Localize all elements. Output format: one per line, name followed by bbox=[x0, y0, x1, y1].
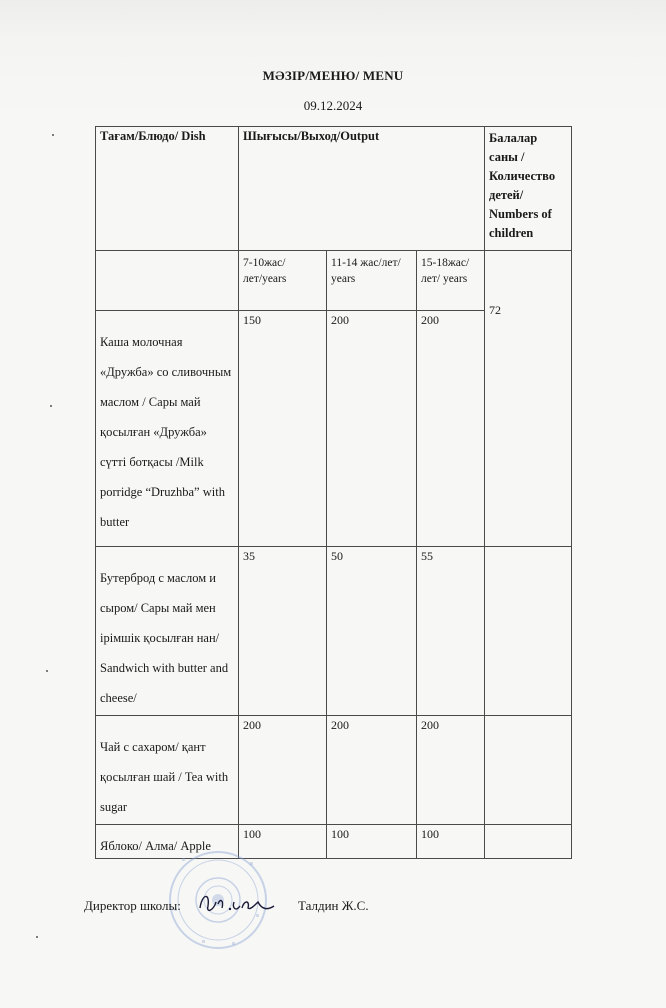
margin-mark bbox=[50, 405, 52, 407]
age-group-11-14: 11-14 жас/лет/ years bbox=[327, 251, 417, 311]
portion-value: 100 bbox=[239, 825, 327, 859]
header-output: Шығысы/Выход/Output bbox=[239, 127, 485, 251]
age-group-15-18: 15-18жас/лет/ years bbox=[417, 251, 485, 311]
dish-name: Чай с сахаром/ қант қосылған шай / Tea with sugar bbox=[96, 716, 239, 825]
portion-value: 200 bbox=[327, 311, 417, 547]
document-title: МӘЗІР/МЕНЮ/ MENU bbox=[262, 68, 404, 83]
margin-mark bbox=[46, 670, 48, 672]
table-row bbox=[96, 716, 572, 825]
document-date: 09.12.2024 bbox=[303, 98, 363, 113]
portion-value: 200 bbox=[417, 716, 485, 825]
age-group-spacer bbox=[96, 251, 239, 311]
director-name: Талдин Ж.С. bbox=[298, 898, 369, 913]
children-count: 72 bbox=[485, 251, 572, 547]
children-cell bbox=[485, 825, 572, 859]
margin-mark bbox=[52, 134, 54, 136]
portion-value: 55 bbox=[417, 547, 485, 716]
portion-value: 200 bbox=[239, 716, 327, 825]
portion-value: 100 bbox=[417, 825, 485, 859]
director-label: Директор школы: bbox=[84, 898, 181, 913]
portion-value: 35 bbox=[239, 547, 327, 716]
children-cell bbox=[485, 547, 572, 716]
header-dish: Тағам/Блюдо/ Dish bbox=[96, 127, 239, 251]
table-row bbox=[96, 547, 572, 716]
dish-name: Бутерброд с маслом и сыром/ Сары май мен ірімшік қосылған нан/ Sandwich with butter and cheese/ bbox=[96, 547, 239, 716]
portion-value: 100 bbox=[327, 825, 417, 859]
portion-value: 150 bbox=[239, 311, 327, 547]
age-group-row bbox=[96, 251, 572, 311]
age-group-7-10: 7-10жас/лет/years bbox=[239, 251, 327, 311]
margin-mark bbox=[36, 936, 38, 938]
dish-name: Каша молочная «Дружба» со сливочным маслом / Сары май қосылған «Дружба» сүтті ботқасы /Milk porridge “Druzhba” with butter bbox=[96, 311, 239, 547]
portion-value: 200 bbox=[417, 311, 485, 547]
portion-value: 200 bbox=[327, 716, 417, 825]
children-cell bbox=[485, 716, 572, 825]
table-header-row bbox=[96, 127, 572, 251]
portion-value: 50 bbox=[327, 547, 417, 716]
menu-table bbox=[95, 126, 572, 859]
director-signature bbox=[196, 888, 276, 918]
dish-name: Яблоко/ Алма/ Apple bbox=[96, 825, 239, 859]
header-children: Балалар саны /Количество детей/ Numbers of children bbox=[485, 127, 572, 251]
